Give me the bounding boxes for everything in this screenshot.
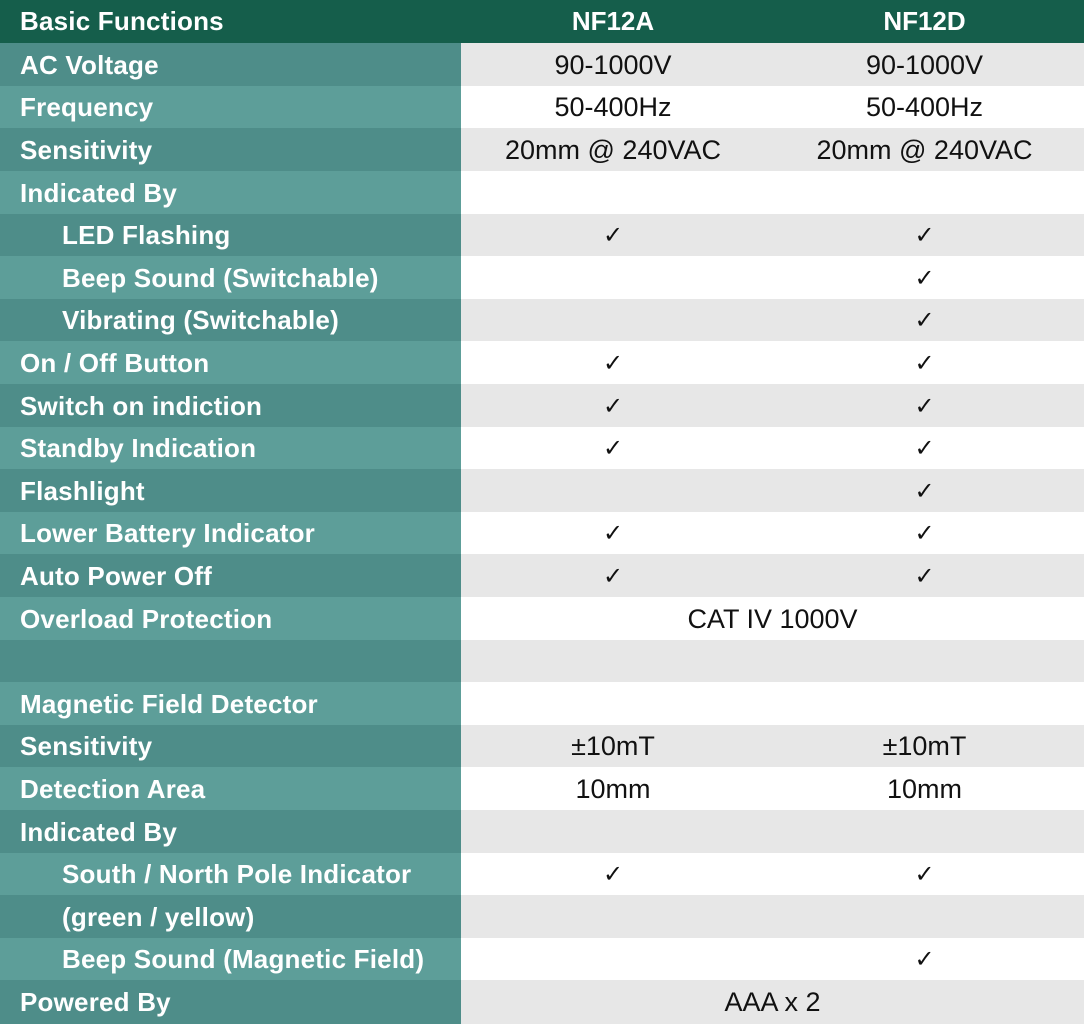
row-values (461, 384, 1084, 428)
table-row (0, 980, 1084, 1024)
row-values (461, 938, 1084, 981)
nf12d-value: 10mm (886, 773, 962, 804)
nf12a-value: 10mm (575, 773, 651, 804)
row-label: Vibrating (Switchable) (0, 299, 461, 342)
header-title: Basic Functions (20, 6, 224, 36)
row-label: Indicated By (0, 171, 461, 215)
nf12a-check-icon: ✓ (602, 222, 624, 249)
table-row (0, 597, 1084, 641)
nf12a-value (461, 938, 765, 981)
nf12a-check-icon: ✓ (602, 520, 624, 547)
row-label: Overload Protection (0, 597, 461, 641)
nf12d-value: 50-400Hz (865, 92, 984, 122)
nf12a-check-icon: ✓ (602, 392, 624, 420)
row-label: Powered By (0, 980, 461, 1024)
table-row (0, 640, 1084, 683)
nf12d-check-icon: ✓ (914, 946, 935, 973)
row-values (461, 725, 1084, 768)
table-header (0, 0, 1084, 43)
nf12d-value: 20mm @ 240VAC (816, 134, 1033, 165)
row-values (461, 512, 1084, 555)
nf12a-value (461, 171, 765, 215)
table-row (0, 938, 1084, 981)
nf12d-check-icon: ✓ (914, 264, 935, 292)
table-row (0, 43, 1084, 87)
row-values (461, 895, 1084, 939)
table-row (0, 554, 1084, 598)
row-values (461, 299, 1084, 342)
nf12a-value (461, 256, 765, 300)
row-values (461, 554, 1084, 598)
nf12a-value (461, 682, 765, 726)
row-values (461, 86, 1084, 129)
row-label: On / Off Button (0, 341, 461, 385)
nf12a-check-icon: ✓ (602, 435, 624, 462)
nf12d-value (765, 682, 1084, 726)
nf12d-check-icon: ✓ (914, 435, 935, 462)
table-row (0, 86, 1084, 129)
table-row (0, 767, 1084, 811)
table-row (0, 853, 1084, 896)
row-label: South / North Pole Indicator (0, 853, 461, 896)
table-row (0, 128, 1084, 172)
row-label: Beep Sound (Magnetic Field) (0, 938, 461, 981)
nf12d-check-icon: ✓ (914, 392, 935, 420)
table-row (0, 171, 1084, 215)
row-label: Auto Power Off (0, 554, 461, 598)
nf12a-value (461, 469, 765, 513)
nf12d-check-icon: ✓ (914, 562, 935, 590)
row-values (461, 43, 1084, 87)
row-values (461, 682, 1084, 726)
row-label: Beep Sound (Switchable) (0, 256, 461, 300)
nf12a-value (461, 895, 765, 939)
row-values (461, 171, 1084, 215)
nf12a-check-icon: ✓ (602, 861, 624, 888)
row-values (461, 427, 1084, 470)
merged-value: AAA x 2 (724, 986, 821, 1017)
nf12d-value (765, 171, 1084, 215)
table-row (0, 512, 1084, 555)
table-row (0, 725, 1084, 768)
nf12a-check-icon: ✓ (602, 349, 624, 377)
nf12d-value (765, 810, 1084, 854)
nf12d-value: ±10mT (882, 731, 967, 761)
table-row (0, 384, 1084, 428)
nf12d-check-icon: ✓ (914, 349, 935, 377)
nf12a-value: ±10mT (571, 731, 655, 761)
row-values (461, 640, 1084, 683)
row-values (461, 980, 1084, 1024)
row-label: Frequency (0, 86, 461, 129)
header-col-nf12a: NF12A (571, 6, 655, 36)
nf12d-check-icon: ✓ (914, 307, 935, 334)
row-label (0, 640, 461, 683)
row-values (461, 597, 1084, 641)
row-label: Sensitivity (0, 128, 461, 172)
table-row (0, 299, 1084, 342)
nf12d-value (765, 640, 1084, 683)
nf12a-value: 20mm @ 240VAC (505, 134, 721, 165)
row-label: LED Flashing (0, 214, 461, 257)
table-row (0, 256, 1084, 300)
row-label: Indicated By (0, 810, 461, 854)
row-label: Sensitivity (0, 725, 461, 768)
table-row (0, 810, 1084, 854)
nf12d-check-icon: ✓ (914, 222, 935, 249)
row-label: Magnetic Field Detector (0, 682, 461, 726)
nf12d-check-icon: ✓ (914, 861, 935, 888)
table-row (0, 341, 1084, 385)
nf12d-value: 90-1000V (865, 49, 984, 80)
table-row (0, 895, 1084, 939)
row-label: Flashlight (0, 469, 461, 513)
table-row (0, 214, 1084, 257)
table-row (0, 682, 1084, 726)
nf12a-value (461, 640, 765, 683)
row-values (461, 128, 1084, 172)
nf12a-value: 90-1000V (554, 49, 672, 80)
nf12a-value (461, 810, 765, 854)
row-values (461, 810, 1084, 854)
table-row (0, 469, 1084, 513)
row-label: (green / yellow) (0, 895, 461, 939)
nf12a-value (461, 299, 765, 342)
row-label: Switch on indiction (0, 384, 461, 428)
merged-value: CAT IV 1000V (687, 603, 858, 634)
nf12d-value (765, 895, 1084, 939)
row-values (461, 767, 1084, 811)
row-values (461, 256, 1084, 300)
row-label: Lower Battery Indicator (0, 512, 461, 555)
row-values (461, 469, 1084, 513)
row-label: AC Voltage (0, 43, 461, 87)
nf12a-value: 50-400Hz (554, 92, 672, 122)
row-values (461, 214, 1084, 257)
nf12d-check-icon: ✓ (914, 477, 935, 505)
header-col-nf12d: NF12D (883, 6, 966, 36)
row-values (461, 853, 1084, 896)
table-row (0, 427, 1084, 470)
nf12d-check-icon: ✓ (914, 520, 935, 547)
row-label: Standby Indication (0, 427, 461, 470)
row-label: Detection Area (0, 767, 461, 811)
nf12a-check-icon: ✓ (602, 562, 624, 590)
row-values (461, 341, 1084, 385)
